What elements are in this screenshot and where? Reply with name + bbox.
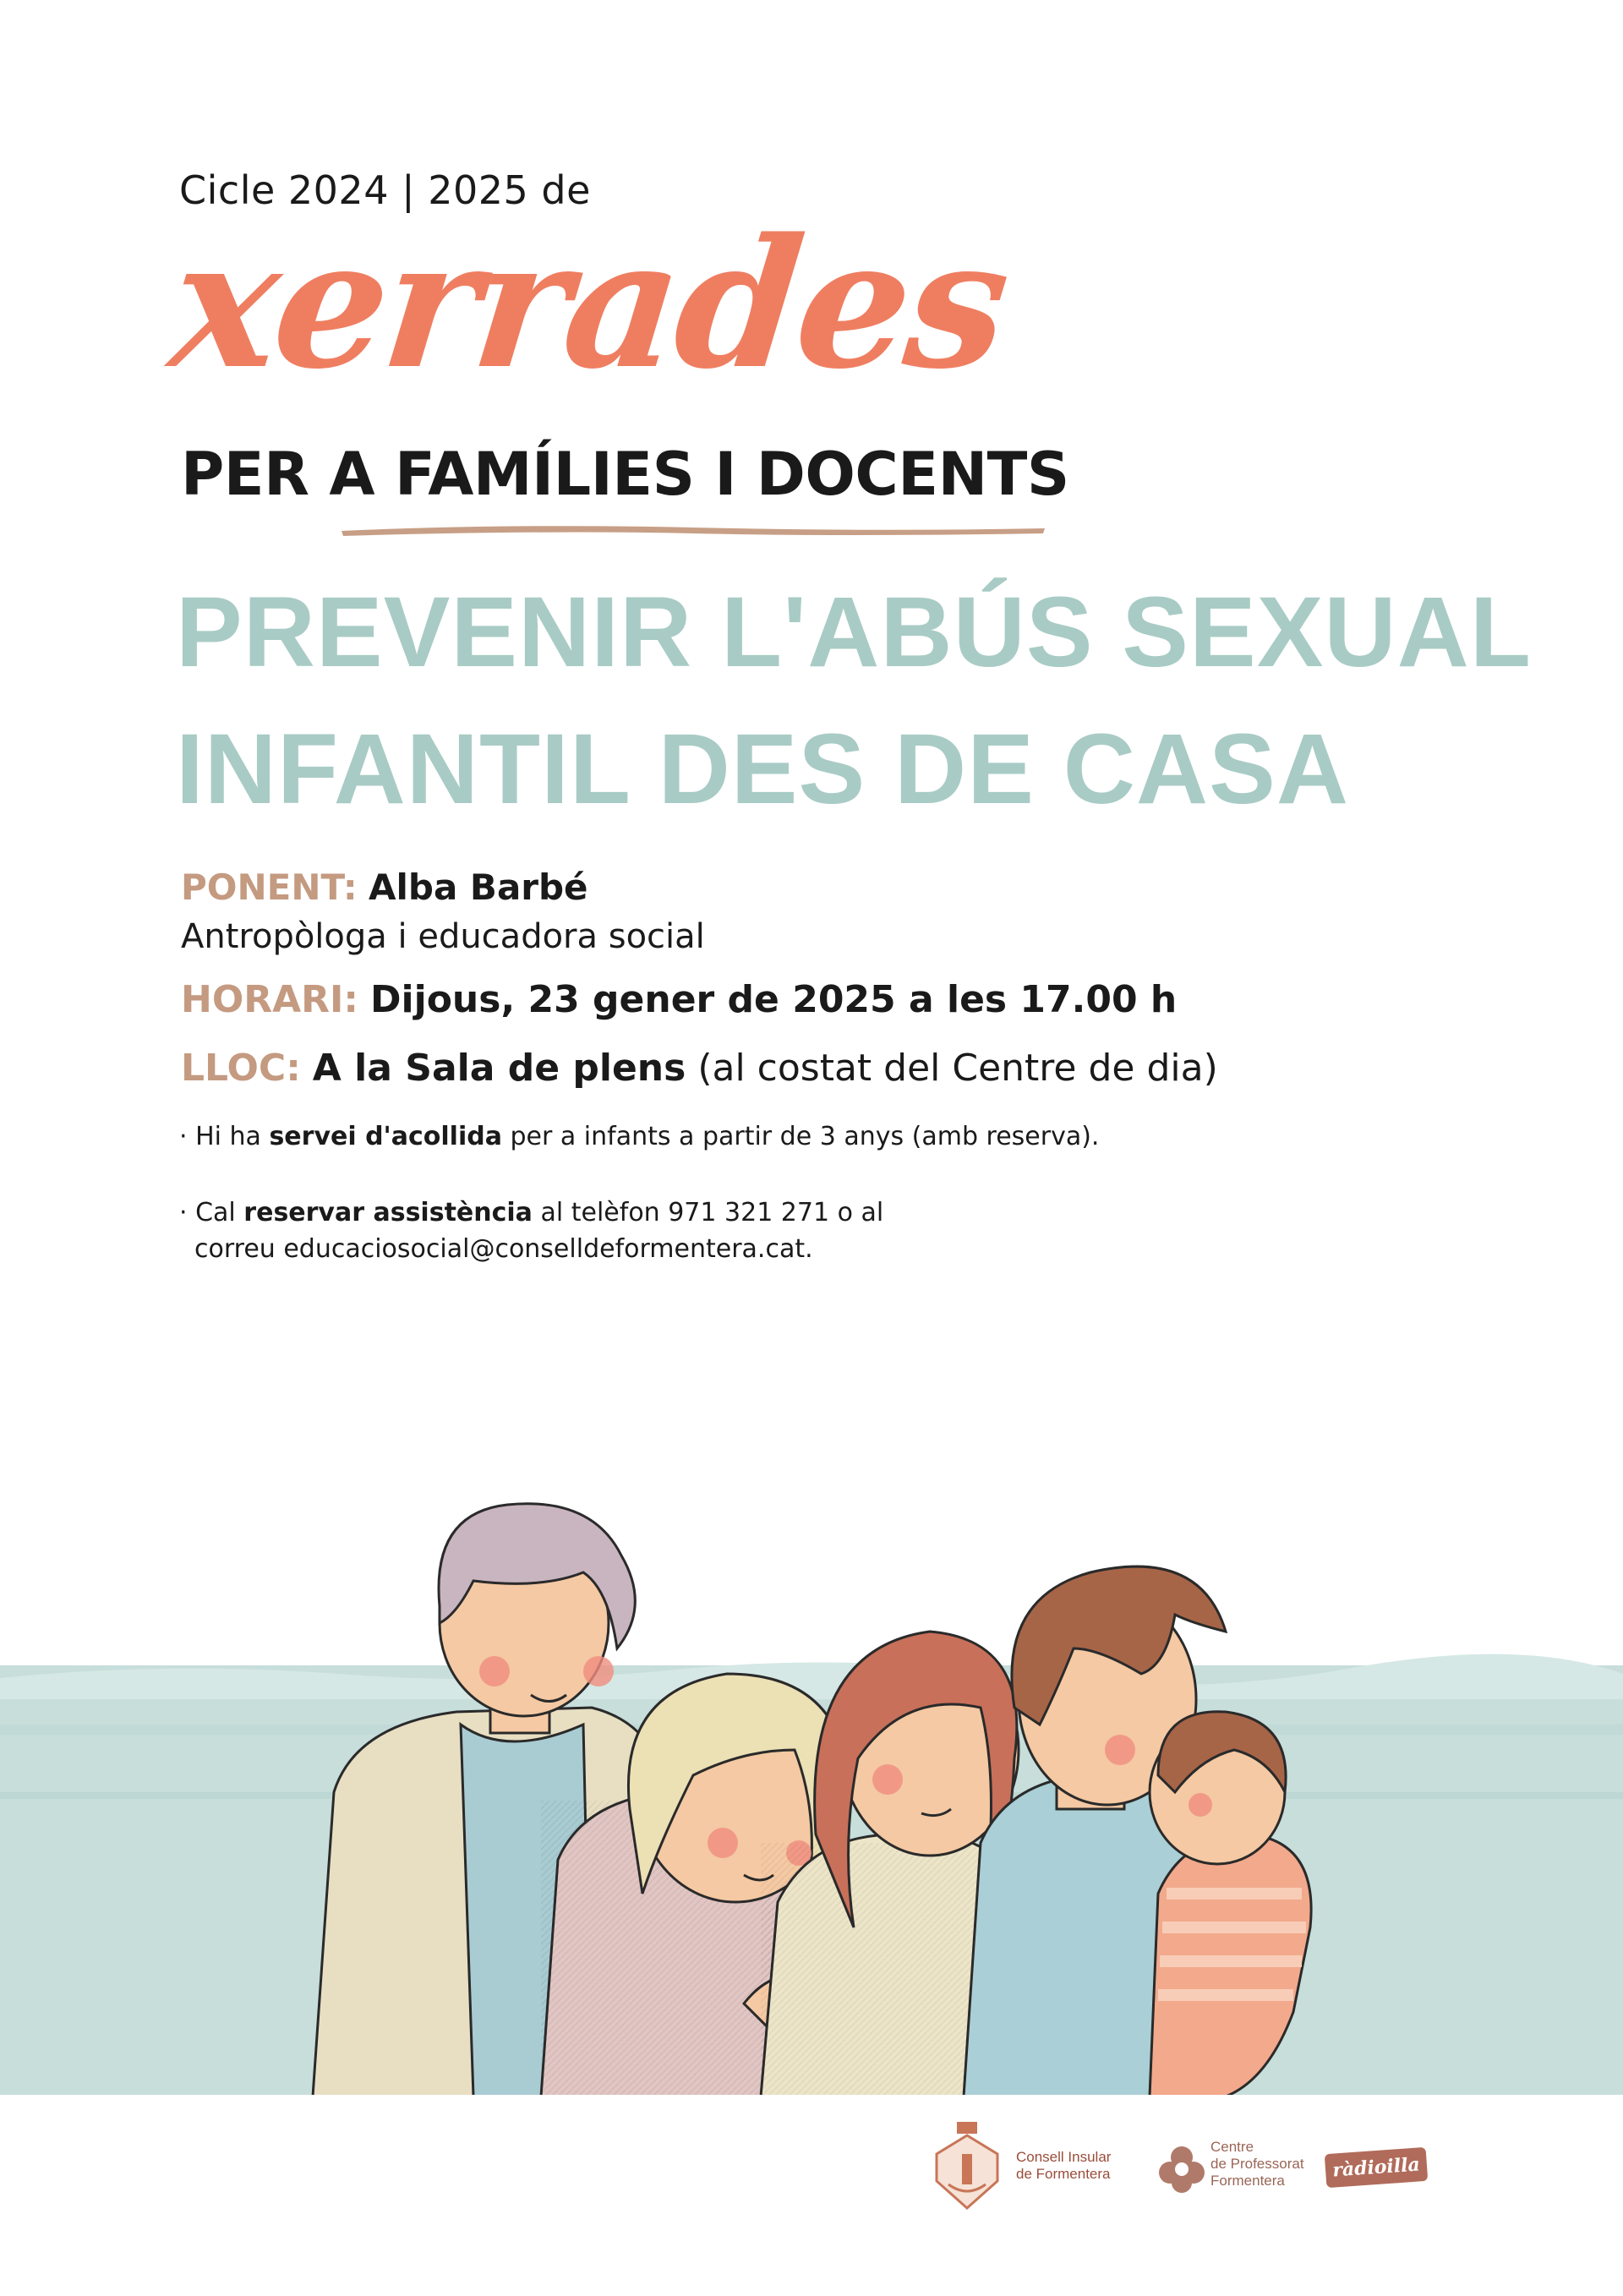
cycle-text: Cicle 2024 | 2025 de bbox=[179, 167, 591, 213]
logo-cep bbox=[1210, 2139, 1304, 2189]
ponent-row bbox=[181, 866, 588, 908]
title-line-1: PREVENIR L'ABÚS SEXUAL bbox=[176, 577, 1532, 688]
logo-consell-line1: Consell Insular bbox=[1016, 2149, 1112, 2165]
script-title: xerrades bbox=[162, 200, 1015, 408]
title-line-2: INFANTIL DES DE CASA bbox=[176, 713, 1350, 825]
logo-consell bbox=[1016, 2149, 1111, 2183]
family-illustration bbox=[0, 1251, 1623, 2096]
horari-value: Dijous, 23 gener de 2025 a les 17.00 h bbox=[370, 978, 1178, 1021]
horari-row bbox=[181, 978, 1177, 1021]
lloc-row bbox=[181, 1047, 1218, 1090]
coat-of-arms-icon bbox=[932, 2120, 1003, 2213]
radio-badge-icon bbox=[1325, 2147, 1428, 2188]
note-email: correu educaciosocial@conselldeformentera.cat. bbox=[194, 1234, 813, 1264]
note2-prefix: · Cal bbox=[179, 1198, 236, 1227]
note-reserva bbox=[179, 1198, 883, 1227]
logo-cep-line1: Centre bbox=[1210, 2139, 1254, 2155]
note1-bold: servei d'acollida bbox=[269, 1122, 502, 1151]
note1-suffix: per a infants a partir de 3 anys (amb reserva). bbox=[510, 1122, 1100, 1151]
note-acollida bbox=[179, 1122, 1099, 1151]
brush-underline bbox=[338, 520, 1048, 538]
ponent-name: Alba Barbé bbox=[369, 866, 588, 908]
ponent-label: PONENT: bbox=[181, 866, 358, 908]
ponent-role: Antropòloga i educadora social bbox=[181, 917, 705, 956]
logo-consell-line2: de Formentera bbox=[1016, 2166, 1111, 2182]
logo-radio-text: ràdioilla bbox=[1331, 2153, 1421, 2182]
lloc-label: LLOC: bbox=[181, 1047, 301, 1090]
note1-prefix: · Hi ha bbox=[179, 1122, 261, 1151]
logo-cep-line2: de Professorat bbox=[1210, 2156, 1304, 2172]
logo-cep-line3: Formentera bbox=[1210, 2173, 1285, 2189]
note2-suffix: al telèfon 971 321 271 o al bbox=[540, 1198, 884, 1227]
footer-logos bbox=[921, 2113, 1530, 2232]
note2-bold: reservar assistència bbox=[243, 1198, 533, 1227]
subheading: PER A FAMÍLIES I DOCENTS bbox=[181, 440, 1069, 509]
lloc-value: A la Sala de plens bbox=[312, 1047, 686, 1090]
lloc-extra: (al costat del Centre de dia) bbox=[697, 1047, 1218, 1090]
horari-label: HORARI: bbox=[181, 978, 359, 1021]
flower-logo-icon bbox=[1156, 2144, 1207, 2195]
